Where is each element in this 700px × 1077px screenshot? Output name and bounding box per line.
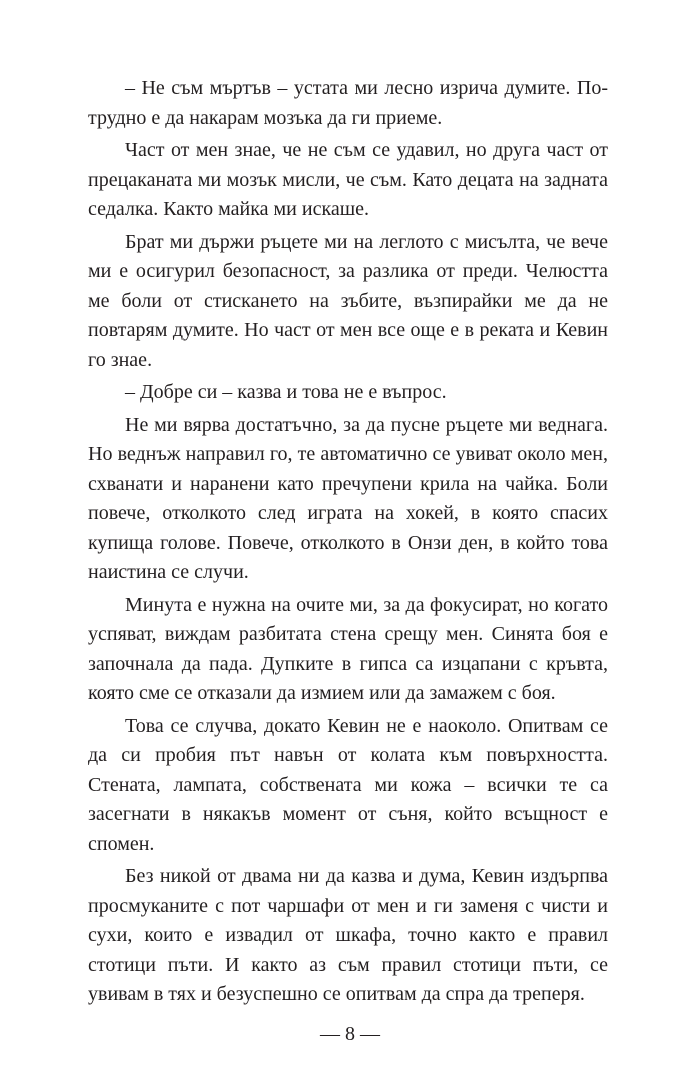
paragraph: Без никой от двама ни да казва и дума, Кевин издърпва просмуканите с пот чаршафи от мен и ги заменя с чисти и сухи, които е извадил от шкафа, точно както е правил стотици пъти. И както аз съм правил стотици пъти, се увивам в тях и безуспешно се опитвам да спра да треперя. bbox=[88, 865, 608, 1005]
paragraph: Това се случва, докато Кевин не е наоколо. Опитвам се да си пробия път навън от колата към повърхността. Стената, лампата, собствената ми кожа – всички те са засегнати в някакъв момент от съня, който всъщност е спомен. bbox=[88, 714, 608, 855]
paragraph: – Не съм мъртъв – устата ми лесно изрича думите. По-трудно е да накарам мозъка да ги приеме. bbox=[88, 77, 608, 129]
paragraph: Минута е нужна на очите ми, за да фокусират, но когато успяват, виждам разбитата стена срещу мен. Синята боя е започнала да пада. Дупките в гипса са изцапани с кръвта, която сме се отказали да измием или да замажем с боя. bbox=[88, 593, 608, 704]
paragraph: Не ми вярва достатъчно, за да пусне ръцете ми веднага. Но веднъж направил го, те автоматично се увиват около мен, схванати и наранени като пречупени крила на чайка. Боли повече, отколкото след играта на хокей, в която спасих купища голове. Повече, отколкото в Онзи ден, в който това наистина се случи. bbox=[88, 413, 608, 583]
paragraph: – Добре си – казва и това не е въпрос. bbox=[125, 381, 447, 403]
body-text bbox=[88, 74, 608, 1013]
paragraph: Част от мен знае, че не съм се удавил, но друга част от прецаканата ми мозък мисли, че съм. Като децата на задната седалка. Както майка ми искаше. bbox=[88, 139, 608, 220]
page-number: — 8 — bbox=[320, 1023, 380, 1045]
paragraph: Брат ми държи ръцете ми на леглото с мисълта, че вече ми е осигурил безопасност, за разлика от преди. Челюстта ме боли от стискането на зъбите, възпирайки ме да не повтарям думите. Но част от мен все още е в реката и Кевин го знае. bbox=[88, 230, 608, 371]
